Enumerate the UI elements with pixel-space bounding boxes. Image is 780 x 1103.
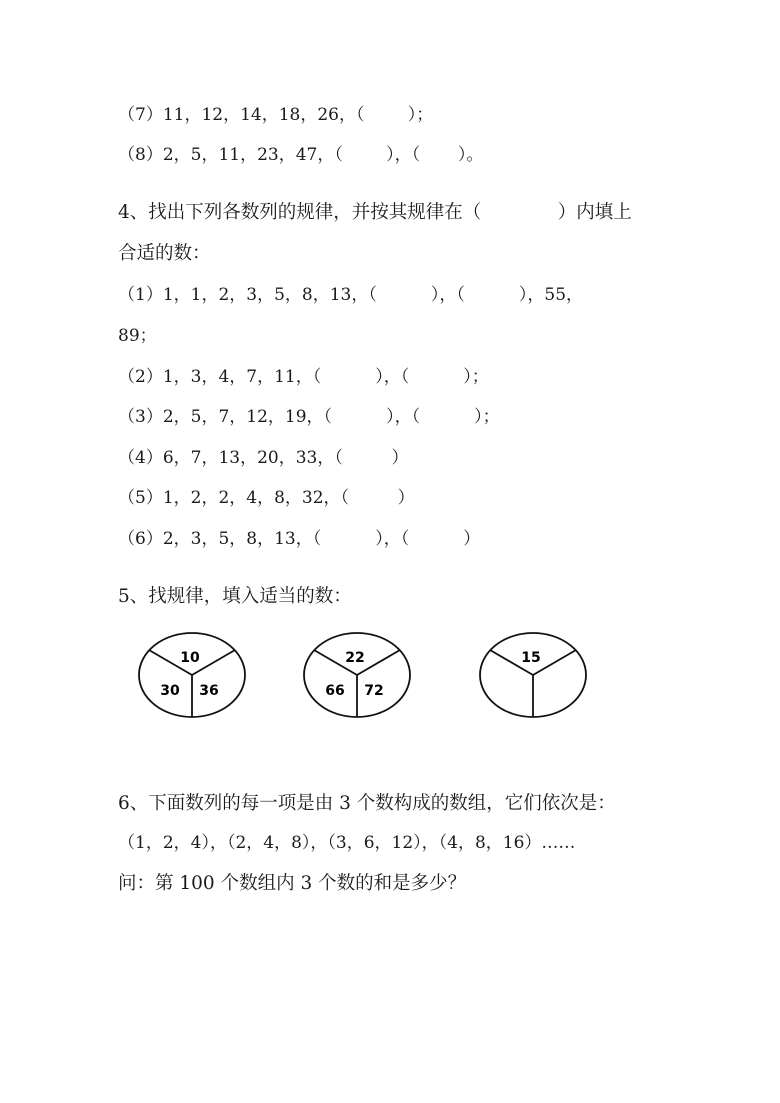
question-4-item-4: （4）6，7，13，20，33，（ ） xyxy=(118,448,409,468)
question-3-item-8: （8）2，5，11，23，47，（ ），（ ）。 xyxy=(118,145,484,165)
question-4-heading: 4、找出下列各数列的规律，并按其规律在（ ）内填上 xyxy=(118,202,632,223)
question-6-question: 问：第 100 个数组内 3 个数的和是多少？ xyxy=(118,873,467,894)
circle-2-bottom-right-number: 72 xyxy=(364,683,384,699)
number-circle-2 xyxy=(303,630,413,720)
question-4-item-6: （6）2，3，5，8，13，（ ），（ ） xyxy=(118,529,481,549)
question-4-item-3: （3）2，5，7，12，19，（ ），（ ）； xyxy=(118,407,500,427)
number-circle-1 xyxy=(138,630,248,720)
question-4-heading-continued: 合适的数： xyxy=(118,243,211,264)
question-6-heading: 6、下面数列的每一项是由 3 个数构成的数组，它们依次是： xyxy=(118,793,616,814)
circle-1-top-number: 10 xyxy=(180,650,200,666)
question-4-item-5: （5）1，2，2，4，8，32，（ ） xyxy=(118,488,415,508)
question-4-item-1: （1）1，1，2，3，5，8，13，（ ），（ ），55， xyxy=(118,285,584,305)
question-4-item-2: （2）1，3，4，7，11，（ ），（ ）； xyxy=(118,367,489,387)
question-5-heading: 5、找规律，填入适当的数： xyxy=(118,586,352,607)
circle-1-bottom-left-number: 30 xyxy=(160,683,180,699)
question-4-item-1-continued: 89； xyxy=(118,326,157,346)
circle-3-top-number: 15 xyxy=(521,650,541,666)
circle-1-bottom-right-number: 36 xyxy=(199,683,219,699)
circle-2-top-number: 22 xyxy=(345,650,365,666)
question-6-sequence: （1，2，4），（2，4，8），（3，6，12），（4，8，16）…… xyxy=(118,833,576,853)
question-5-circle-diagrams xyxy=(0,630,780,730)
number-circle-3 xyxy=(479,630,589,720)
circle-2-bottom-left-number: 66 xyxy=(325,683,345,699)
question-3-item-7: （7）11，12，14，18，26，（ ）； xyxy=(118,105,434,125)
